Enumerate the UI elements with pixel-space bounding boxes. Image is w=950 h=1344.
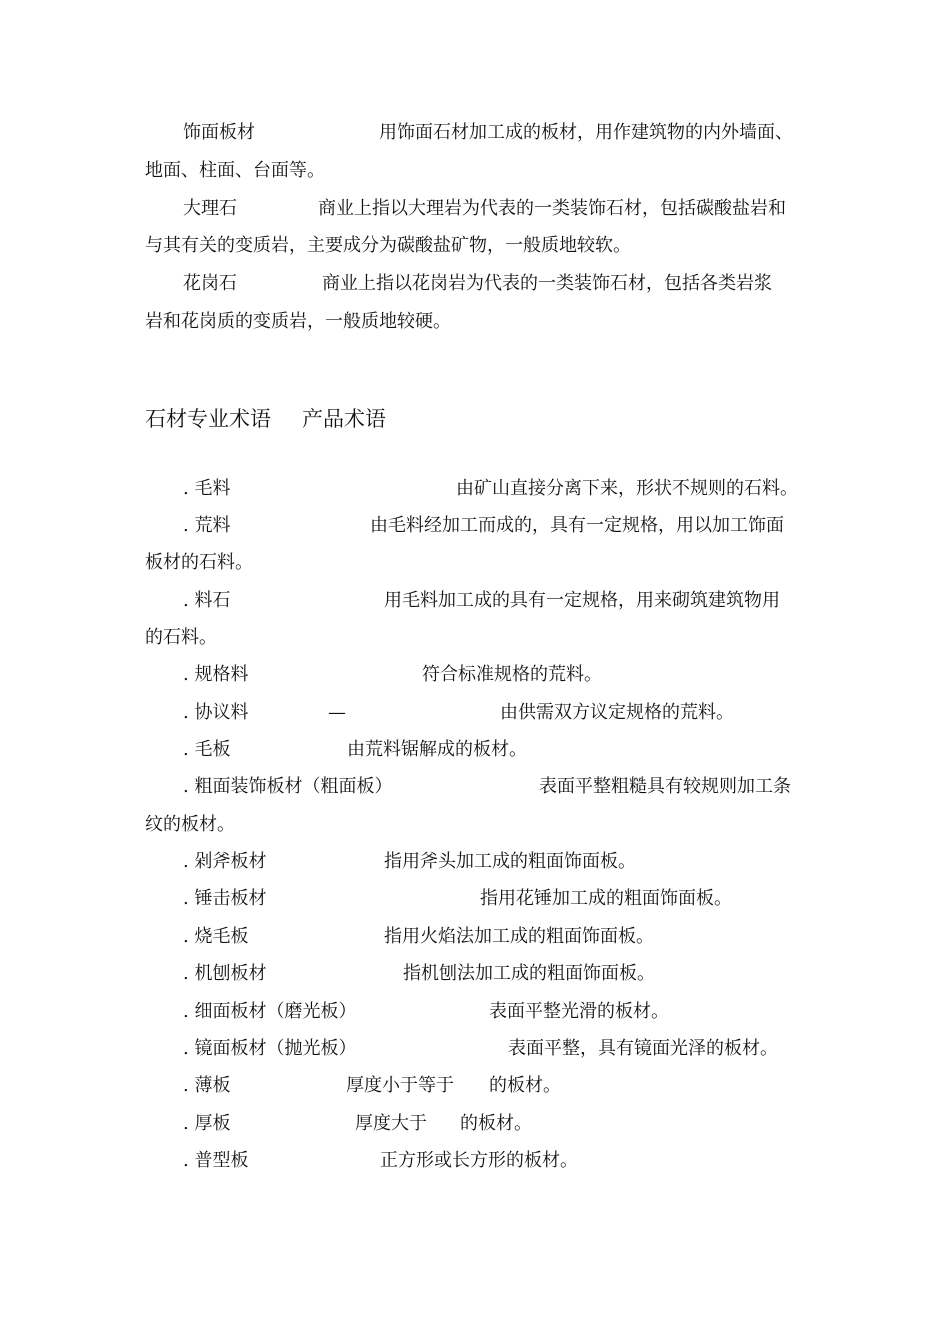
term-label: . 细面板材（磨光板）: [183, 1001, 357, 1022]
term-label: . 机刨板材: [183, 963, 267, 984]
section-title: 石材专业术语: [145, 407, 271, 431]
term-label: . 规格料: [183, 664, 249, 685]
term-definition-tail: 的板材。: [460, 1113, 532, 1134]
term-label: . 镜面板材（抛光板）: [183, 1038, 357, 1059]
term-definition: 由荒料锯解成的板材。: [347, 739, 527, 760]
term-label: 花岗石: [183, 273, 237, 294]
term-label: . 普型板: [183, 1150, 249, 1171]
term-label: . 协议料: [183, 702, 249, 723]
term-definition-cont: 板材的石料。: [145, 552, 253, 573]
term-label: . 粗面装饰板材（粗面板）: [183, 776, 393, 797]
term-definition: 用饰面石材加工成的板材，用作建筑物的内外墙面、: [379, 122, 793, 143]
term-definition: 用毛料加工成的具有一定规格，用来砌筑建筑物用: [384, 590, 780, 611]
term-definition: 指用火焰法加工成的粗面饰面板。: [384, 926, 654, 947]
term-definition: 厚度小于等于: [346, 1075, 454, 1096]
term-label: 大理石: [183, 198, 237, 219]
term-definition: 由矿山直接分离下来，形状不规则的石料。: [456, 478, 798, 499]
term-label: . 剁斧板材: [183, 851, 267, 872]
term-label: . 料石: [183, 590, 231, 611]
dash-mark: —: [328, 702, 346, 723]
term-definition: 商业上指以大理岩为代表的一类装饰石材，包括碳酸盐岩和: [318, 198, 786, 219]
term-label: . 毛板: [183, 739, 231, 760]
term-label: . 毛料: [183, 478, 231, 499]
term-definition: 指机刨法加工成的粗面饰面板。: [403, 963, 655, 984]
term-definition: 由供需双方议定规格的荒料。: [500, 702, 734, 723]
term-definition: 厚度大于: [355, 1113, 427, 1134]
term-definition-cont: 与其有关的变质岩，主要成分为碳酸盐矿物，一般质地较软。: [145, 235, 631, 256]
term-definition-cont: 的石料。: [145, 627, 217, 648]
term-label: . 薄板: [183, 1075, 231, 1096]
term-definition-cont: 地面、柱面、台面等。: [145, 160, 325, 181]
term-definition: 由毛料经加工而成的，具有一定规格，用以加工饰面: [370, 515, 784, 536]
term-definition: 商业上指以花岗岩为代表的一类装饰石材，包括各类岩浆: [322, 273, 772, 294]
term-definition-cont: 岩和花岗质的变质岩，一般质地较硬。: [145, 311, 451, 332]
term-definition: 表面平整光滑的板材。: [489, 1001, 669, 1022]
term-definition-tail: 的板材。: [489, 1075, 561, 1096]
term-definition: 表面平整，具有镜面光泽的板材。: [508, 1038, 778, 1059]
term-definition: 正方形或长方形的板材。: [380, 1150, 578, 1171]
term-definition: 指用斧头加工成的粗面饰面板。: [384, 851, 636, 872]
term-label: 饰面板材: [183, 122, 255, 143]
term-definition: 指用花锤加工成的粗面饰面板。: [480, 888, 732, 909]
term-definition: 符合标准规格的荒料。: [422, 664, 602, 685]
section-subtitle: 产品术语: [302, 407, 386, 431]
term-label: . 锤击板材: [183, 888, 267, 909]
term-label: . 烧毛板: [183, 926, 249, 947]
term-label: . 荒料: [183, 515, 231, 536]
term-definition-cont: 纹的板材。: [145, 814, 235, 835]
term-definition: 表面平整粗糙具有较规则加工条: [539, 776, 791, 797]
term-label: . 厚板: [183, 1113, 231, 1134]
